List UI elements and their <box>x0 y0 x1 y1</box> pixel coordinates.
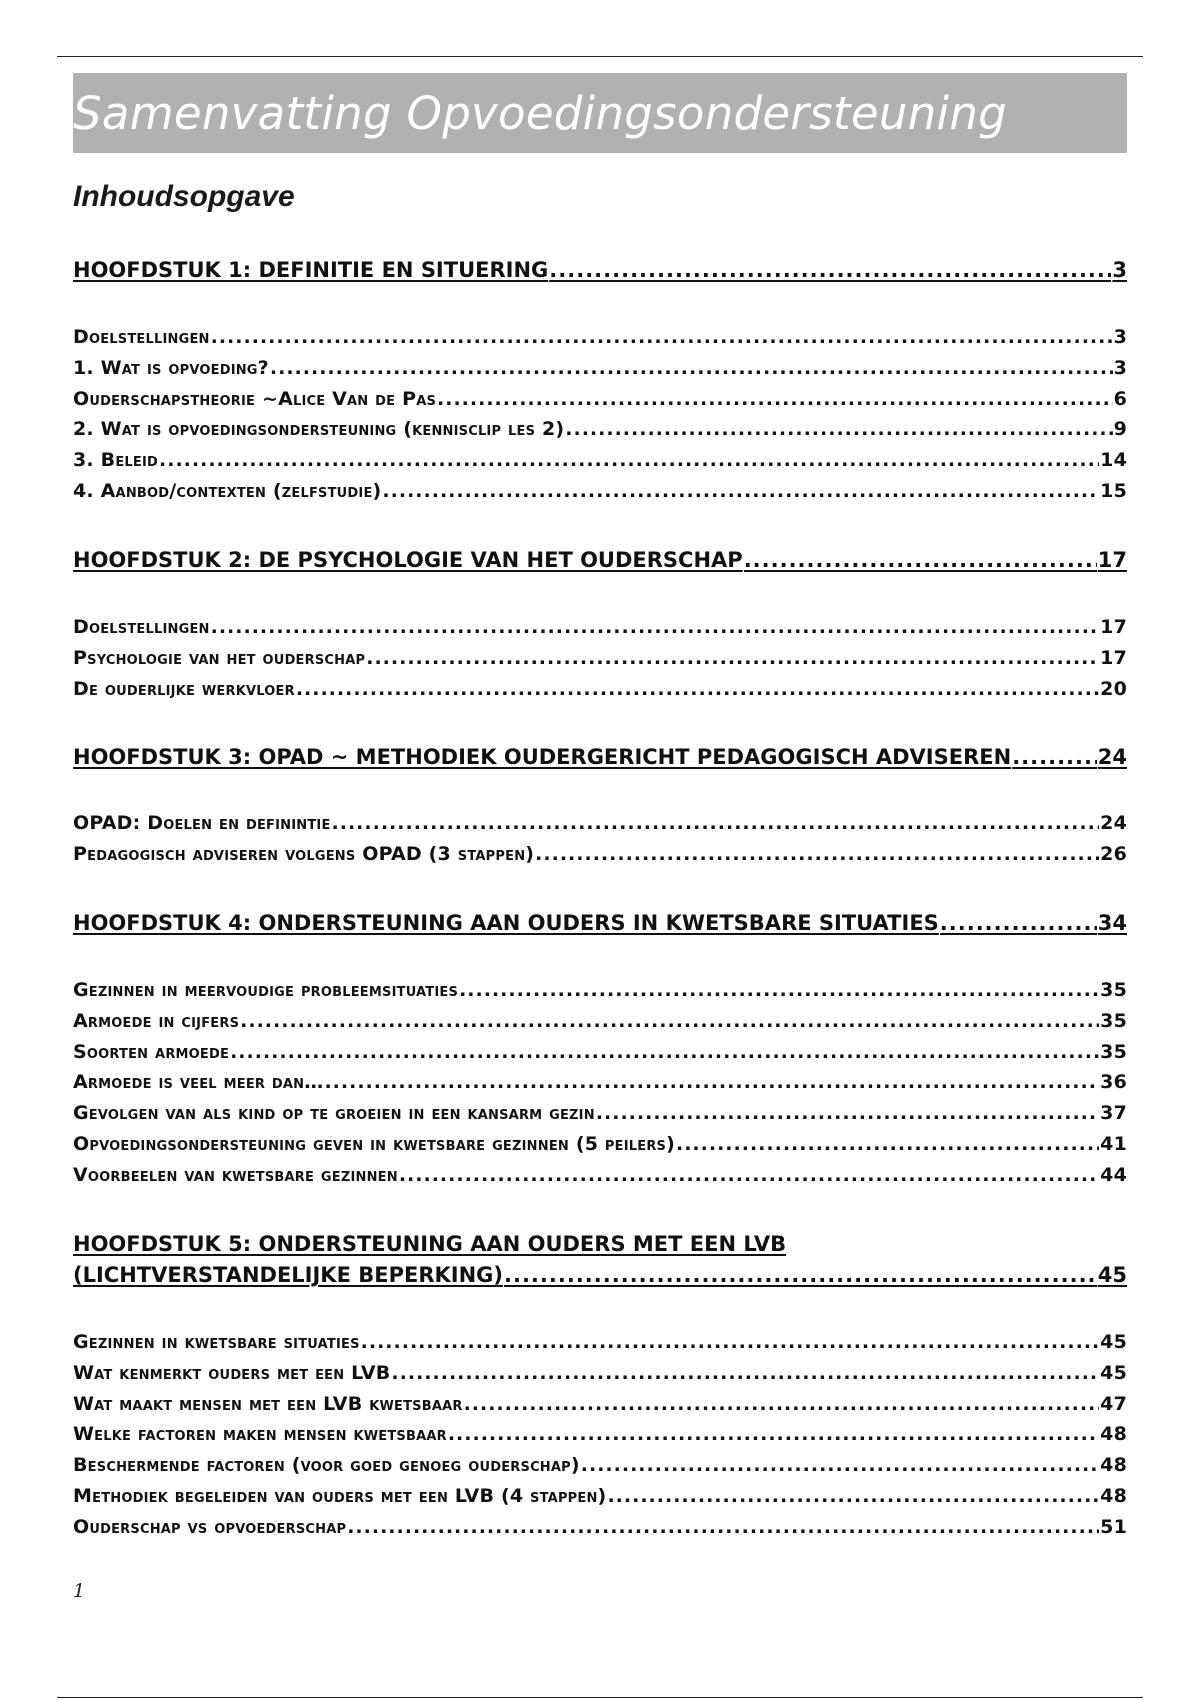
toc-chapter-2[interactable] <box>73 548 1127 572</box>
toc-page-number: 24 <box>1097 745 1127 769</box>
dot-leader <box>230 1041 1099 1063</box>
toc-entry-label: Opvoedingsondersteuning geven in kwetsbare gezinnen (5 peilers) <box>73 1133 675 1155</box>
toc-entry-label: HOOFDSTUK 3: OPAD ~ METHODIEK OUDERGERICHT PEDAGOGISCH ADVISEREN <box>73 745 1012 769</box>
toc-entry[interactable] <box>73 1133 1127 1155</box>
toc-page-number: 17 <box>1097 548 1127 572</box>
toc-entry-label: De ouderlijke werkvloer <box>73 678 295 700</box>
toc-page-number: 17 <box>1100 647 1127 669</box>
dot-leader <box>459 979 1099 1001</box>
toc-chapter-1[interactable] <box>73 258 1127 282</box>
toc-page-number: 48 <box>1100 1454 1127 1476</box>
dot-leader <box>211 326 1113 348</box>
dot-leader <box>211 616 1100 638</box>
toc-entry-label: HOOFDSTUK 2: DE PSYCHOLOGIE VAN HET OUDERSCHAP <box>73 548 743 572</box>
header-rule <box>57 56 1143 57</box>
toc-entry-label: 2. Wat is opvoedingsondersteuning (kennisclip les 2) <box>73 418 565 440</box>
toc-entry[interactable] <box>73 616 1127 638</box>
toc-entry-label: Wat kenmerkt ouders met een LVB <box>73 1362 391 1384</box>
toc-page-number: 3 <box>1113 357 1127 379</box>
toc-page-number: 37 <box>1100 1102 1127 1124</box>
toc-entry-label: Armoede in cijfers <box>73 1010 240 1032</box>
toc-page-number: 15 <box>1100 480 1127 502</box>
toc-page-number: 35 <box>1100 1041 1127 1063</box>
dot-leader <box>607 1485 1099 1507</box>
toc-entry[interactable] <box>73 1331 1127 1353</box>
dot-leader <box>324 1071 1099 1093</box>
toc-page-number: 3 <box>1113 326 1127 348</box>
toc-page-number: 20 <box>1100 678 1127 700</box>
dot-leader <box>159 449 1099 471</box>
toc-page-number: 26 <box>1100 843 1127 865</box>
dot-leader <box>347 1516 1099 1538</box>
toc-page-number: 36 <box>1100 1071 1127 1093</box>
dot-leader <box>676 1133 1099 1155</box>
toc-page-number: 45 <box>1100 1362 1127 1384</box>
toc-entry-label: Wat maakt mensen met een LVB kwetsbaar <box>73 1393 463 1415</box>
toc-entry-label: HOOFDSTUK 4: ONDERSTEUNING AAN OUDERS IN KWETSBARE SITUATIES <box>73 911 939 935</box>
dot-leader <box>940 911 1097 935</box>
toc-entry-label: (LICHTVERSTANDELIJKE BEPERKING) <box>73 1263 503 1287</box>
toc-entry-label: Methodiek begeleiden van ouders met een LVB (4 stappen) <box>73 1485 607 1507</box>
dot-leader <box>296 678 1099 700</box>
footer-rule <box>57 1697 1143 1698</box>
toc-heading: Inhoudsopgave <box>73 180 295 213</box>
toc-page-number: 41 <box>1100 1133 1127 1155</box>
dot-leader <box>535 843 1099 865</box>
toc-entry-label: Armoede is veel meer dan… <box>73 1071 324 1093</box>
toc-page-number: 9 <box>1113 418 1127 440</box>
toc-entry[interactable] <box>73 480 1127 502</box>
toc-page-number: 35 <box>1100 979 1127 1001</box>
toc-page-number: 48 <box>1100 1423 1127 1445</box>
toc-entry[interactable] <box>73 1423 1127 1445</box>
toc-entry[interactable] <box>73 1454 1127 1476</box>
toc-entry-label: Soorten armoede <box>73 1041 230 1063</box>
toc-entry[interactable] <box>73 326 1127 348</box>
dot-leader <box>437 388 1113 410</box>
toc-entry[interactable] <box>73 357 1127 379</box>
dot-leader <box>240 1010 1099 1032</box>
toc-entry-label: Voorbeelen van kwetsbare gezinnen <box>73 1164 398 1186</box>
toc-page-number: 44 <box>1100 1164 1127 1186</box>
dot-leader <box>581 1454 1099 1476</box>
dot-leader <box>744 548 1097 572</box>
toc-page-number: 17 <box>1100 616 1127 638</box>
toc-page-number: 47 <box>1100 1393 1127 1415</box>
toc-entry[interactable] <box>73 1485 1127 1507</box>
toc-entry-label: 3. Beleid <box>73 449 159 471</box>
toc-entry[interactable] <box>73 1362 1127 1384</box>
dot-leader <box>361 1331 1100 1353</box>
toc-entry-label: HOOFDSTUK 1: DEFINITIE EN SITUERING <box>73 258 549 282</box>
toc-entry-label: 1. Wat is opvoeding? <box>73 357 269 379</box>
dot-leader <box>366 647 1099 669</box>
toc-page-number: 3 <box>1112 258 1127 282</box>
toc-entry[interactable] <box>73 812 1127 834</box>
dot-leader <box>464 1393 1100 1415</box>
toc-page-number: 34 <box>1097 911 1127 935</box>
toc-entry[interactable] <box>73 1393 1127 1415</box>
toc-chapter-3[interactable] <box>73 745 1127 769</box>
toc-page-number: 51 <box>1100 1516 1127 1538</box>
toc-entry[interactable] <box>73 1516 1127 1538</box>
toc-entry-label: 4. Aanbod/contexten (zelfstudie) <box>73 480 382 502</box>
toc-page-number: 14 <box>1100 449 1127 471</box>
dot-leader <box>391 1362 1099 1384</box>
toc-page-number: 45 <box>1097 1263 1127 1287</box>
document-title: Samenvatting Opvoedingsondersteuning <box>73 73 1127 153</box>
toc-entry-label: Doelstellingen <box>73 326 210 348</box>
toc-entry[interactable] <box>73 678 1127 700</box>
toc-entry-label: Ouderschap vs opvoederschap <box>73 1516 347 1538</box>
toc-chapter-5-line1[interactable]: HOOFDSTUK 5: ONDERSTEUNING AAN OUDERS MET EEN LVB <box>73 1232 787 1256</box>
toc-entry[interactable] <box>73 1102 1127 1124</box>
toc-page-number: 24 <box>1100 812 1127 834</box>
toc-entry[interactable] <box>73 388 1127 410</box>
toc-entry[interactable] <box>73 449 1127 471</box>
toc-entry[interactable] <box>73 1164 1127 1186</box>
dot-leader <box>504 1263 1097 1287</box>
toc-entry-label: Doelstellingen <box>73 616 210 638</box>
toc-entry-label: Psychologie van het ouderschap <box>73 647 366 669</box>
dot-leader <box>448 1423 1099 1445</box>
toc-entry[interactable] <box>73 979 1127 1001</box>
toc-entry-label: Gezinnen in kwetsbare situaties <box>73 1331 360 1353</box>
toc-entry-label: Welke factoren maken mensen kwetsbaar <box>73 1423 447 1445</box>
toc-entry[interactable] <box>73 1010 1127 1032</box>
dot-leader <box>399 1164 1099 1186</box>
dot-leader <box>549 258 1111 282</box>
toc-page-number: 45 <box>1100 1331 1127 1353</box>
toc-entry[interactable] <box>73 1071 1127 1093</box>
dot-leader <box>565 418 1112 440</box>
toc-entry-label: Gevolgen van als kind op te groeien in een kansarm gezin <box>73 1102 595 1124</box>
toc-entry[interactable] <box>73 647 1127 669</box>
toc-entry-label: Pedagogisch adviseren volgens OPAD (3 stappen) <box>73 843 535 865</box>
dot-leader <box>332 812 1100 834</box>
toc-entry-label: Beschermende factoren (voor goed genoeg ouderschap) <box>73 1454 580 1476</box>
dot-leader <box>1012 745 1097 769</box>
dot-leader <box>596 1102 1099 1124</box>
toc-page-number: 6 <box>1113 388 1127 410</box>
toc-entry[interactable] <box>73 1041 1127 1063</box>
page-number: 1 <box>73 1580 86 1602</box>
toc-chapter-4[interactable] <box>73 911 1127 935</box>
toc-entry[interactable] <box>73 843 1127 865</box>
toc-entry-label: Gezinnen in meervoudige probleemsituaties <box>73 979 459 1001</box>
dot-leader <box>270 357 1113 379</box>
toc-entry[interactable] <box>73 418 1127 440</box>
dot-leader <box>382 480 1099 502</box>
toc-page-number: 48 <box>1100 1485 1127 1507</box>
toc-chapter-5[interactable] <box>73 1263 1127 1287</box>
toc-entry-label: OPAD: Doelen en definintie <box>73 812 331 834</box>
toc-entry-label: Ouderschapstheorie ~Alice Van de Pas <box>73 388 437 410</box>
toc-page-number: 35 <box>1100 1010 1127 1032</box>
